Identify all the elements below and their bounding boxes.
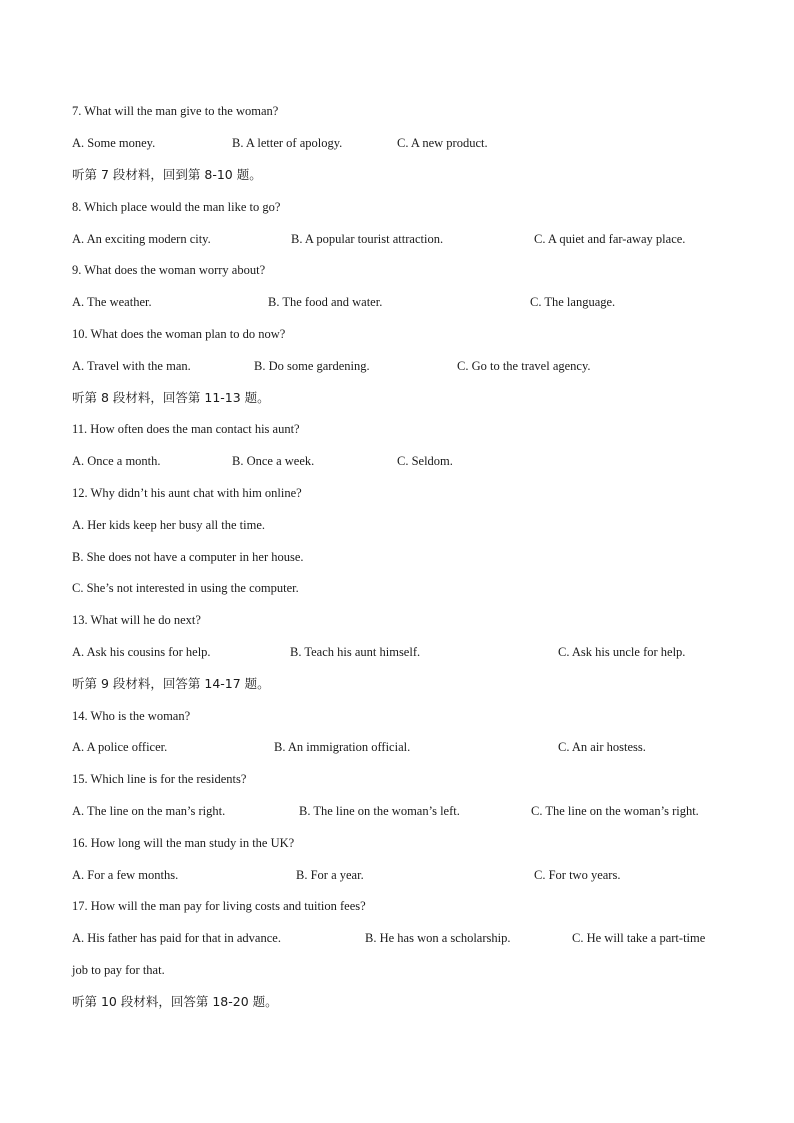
q14-option-a: A. A police officer. xyxy=(72,740,168,754)
q12-option-a: A. Her kids keep her busy all the time. xyxy=(72,518,266,532)
question-10: 10. What does the woman plan to do now? xyxy=(72,327,286,341)
question-13: 13. What will he do next? xyxy=(72,613,201,627)
q14-option-b: B. An immigration official. xyxy=(274,740,411,754)
q8-option-a: A. An exciting modern city. xyxy=(72,232,211,246)
q12-option-b: B. She does not have a computer in her house. xyxy=(72,550,304,564)
question-12: 12. Why didn’t his aunt chat with him online? xyxy=(72,486,302,500)
q17-option-c: C. He will take a part-time xyxy=(572,931,706,945)
question-8: 8. Which place would the man like to go? xyxy=(72,200,281,214)
q12-option-c: C. She’s not interested in using the computer. xyxy=(72,581,299,595)
q14-option-c: C. An air hostess. xyxy=(558,740,646,754)
q16-option-a: A. For a few months. xyxy=(72,868,179,882)
question-7: 7. What will the man give to the woman? xyxy=(72,104,279,118)
q13-option-a: A. Ask his cousins for help. xyxy=(72,645,211,659)
question-17: 17. How will the man pay for living costs and tuition fees? xyxy=(72,899,366,913)
question-16: 16. How long will the man study in the UK? xyxy=(72,836,295,850)
q15-option-b: B. The line on the woman’s left. xyxy=(299,804,460,818)
section-7-heading: 听第 7 段材料，回到第 8-10 题。 xyxy=(72,167,262,182)
q17-option-b: B. He has won a scholarship. xyxy=(365,931,511,945)
q13-option-c: C. Ask his uncle for help. xyxy=(558,645,686,659)
q17-option-a: A. His father has paid for that in advance. xyxy=(72,931,281,945)
question-14: 14. Who is the woman? xyxy=(72,709,191,723)
question-11: 11. How often does the man contact his aunt? xyxy=(72,422,300,436)
q10-option-b: B. Do some gardening. xyxy=(254,359,370,373)
q10-option-c: C. Go to the travel agency. xyxy=(457,359,591,373)
q7-option-a: A. Some money. xyxy=(72,136,156,150)
question-9: 9. What does the woman worry about? xyxy=(72,263,266,277)
q15-option-a: A. The line on the man’s right. xyxy=(72,804,226,818)
q13-option-b: B. Teach his aunt himself. xyxy=(290,645,421,659)
q8-option-c: C. A quiet and far-away place. xyxy=(534,232,686,246)
q9-option-c: C. The language. xyxy=(530,295,616,309)
section-9-heading: 听第 9 段材料，回答第 14-17 题。 xyxy=(72,676,270,691)
question-15: 15. Which line is for the residents? xyxy=(72,772,247,786)
q7-option-c: C. A new product. xyxy=(397,136,488,150)
q8-option-b: B. A popular tourist attraction. xyxy=(291,232,444,246)
section-10-heading: 听第 10 段材料，回答第 18-20 题。 xyxy=(72,994,278,1009)
q16-option-c: C. For two years. xyxy=(534,868,621,882)
q9-option-a: A. The weather. xyxy=(72,295,152,309)
q9-option-b: B. The food and water. xyxy=(268,295,383,309)
q11-option-a: A. Once a month. xyxy=(72,454,161,468)
q11-option-c: C. Seldom. xyxy=(397,454,453,468)
q16-option-b: B. For a year. xyxy=(296,868,364,882)
q11-option-b: B. Once a week. xyxy=(232,454,315,468)
q7-option-b: B. A letter of apology. xyxy=(232,136,343,150)
q17-option-c-continued: job to pay for that. xyxy=(72,963,165,977)
q10-option-a: A. Travel with the man. xyxy=(72,359,191,373)
q15-option-c: C. The line on the woman’s right. xyxy=(531,804,699,818)
section-8-heading: 听第 8 段材料，回答第 11-13 题。 xyxy=(72,390,270,405)
